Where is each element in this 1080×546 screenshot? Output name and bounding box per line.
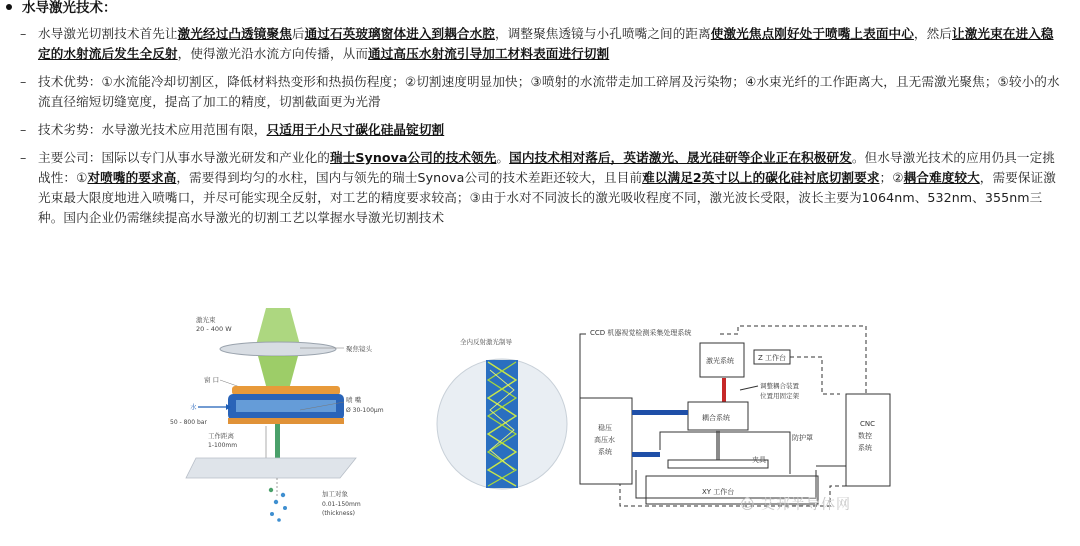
label-laser-power: 20 - 400 W	[196, 325, 232, 333]
label-work-distance: 工作距离	[208, 432, 234, 440]
figures-area	[0, 290, 1080, 546]
label-clamp: 夹具	[752, 456, 766, 464]
label-work-distance-value: 1-100mm	[208, 442, 238, 449]
label-cnc-3: 系统	[858, 444, 872, 452]
figure-water-guided-laser-diagram	[170, 308, 384, 522]
water-pipe-2	[632, 452, 660, 457]
watermark: ☺ 艾邦半导体网	[740, 497, 852, 513]
label-window: 窗 口	[204, 376, 220, 384]
label-lens: 聚焦镜头	[346, 345, 372, 353]
bullet-principle: – 水导激光切割技术首先让激光经过凸透镜聚焦后通过石英玻璃窗体进入到耦合水腔，调整聚焦透镜与小孔喷嘴之间的距离使激光焦点刚好处于喷嘴上表面中心，然后让激光束在进入稳定的水射流后发生全反射，使得激光沿水流方向传播，从而通过高压水射流引导加工材料表面进行切割	[20, 26, 1054, 61]
label-cnc-1: CNC	[860, 420, 876, 428]
label-pump-1: 稳压	[598, 424, 612, 432]
dash-icon: –	[20, 122, 27, 137]
coupling-chamber-top	[232, 386, 340, 395]
label-laser-beam: 激光束	[196, 316, 216, 324]
dash-icon: –	[20, 26, 27, 41]
label-pump-3: 系统	[598, 448, 612, 456]
label-water: 水	[190, 403, 197, 411]
label-z-stage: Z 工作台	[758, 354, 787, 362]
section-title: 水导激光技术：	[4, 0, 117, 16]
bullet-dot-icon	[6, 4, 12, 10]
label-pressure: 50 - 800 bar	[170, 419, 207, 426]
laser-beam-upper	[256, 308, 300, 345]
label-nozzle-diameter: Ø 30-100μm	[346, 407, 384, 414]
bullet-list	[20, 24, 1060, 236]
box-cnc-system	[846, 394, 890, 486]
label-adjust-2: 位置用固定架	[760, 392, 799, 400]
bullet-disadvantages: – 技术劣势：水导激光技术应用范围有限，只适用于小尺寸碳化硅晶锭切割	[20, 120, 1060, 140]
label-workpiece: 加工对象	[322, 490, 348, 498]
label-coupling-system: 耦合系统	[702, 414, 730, 422]
label-tir-caption: 全内反射激光制导	[460, 338, 512, 346]
laser-path	[722, 378, 726, 402]
dash-icon: –	[20, 150, 27, 165]
label-xy-stage: XY 工作台	[702, 488, 735, 496]
bullet-advantages: – 技术优势：①水流能冷却切割区，降低材料热变形和热损伤程度；②切割速度明显加快；③喷射的水流带走加工碎屑及污染物；④水束光纤的工作距离大，且无需激光聚焦；⑤较小的水流直径缩短切缝宽度，提高了加工的精度，切割截面更为光滑	[20, 74, 1060, 109]
figure-system-block-diagram	[576, 326, 890, 506]
label-shield: 防护罩	[792, 434, 813, 442]
focus-lens	[220, 342, 336, 356]
water-pipe-1	[632, 410, 688, 415]
workpiece	[186, 458, 356, 478]
label-cnc-2: 数控	[858, 432, 872, 440]
figure-total-internal-reflection	[437, 337, 567, 489]
label-pump-2: 高压水	[594, 436, 615, 444]
label-ccd-system: CCD 机器视觉检测采集处理系统	[590, 329, 692, 337]
label-nozzle: 喷 嘴	[346, 396, 362, 404]
bullet-companies: – 主要公司：国际以专门从事水导激光研发和产业化的瑞士Synova公司的技术领先。国内技术相对落后，英诺激光、晟光硅研等企业正在积极研发。但水导激光技术的应用仍具一定挑战性：①对喷嘴的要求高，需要得到均匀的水柱，国内与领先的瑞士Synova公司的技术差距还较大，且目前难以满足2英寸以上的碳化硅衬底切割要求；②耦合难度较大，需要保证激光束最大限度地进入喷嘴口，并尽可能实现全反射，对工艺的精度要求较高；③由于水对不同波长的激光吸收程度不同，激光波长受限，波长主要为1064nm、532nm、355nm三种。国内企业仍需继续提高水导激光的切割工艺以掌握水导激光切割技术	[20, 150, 1056, 225]
label-thickness-note: (thickness)	[322, 510, 356, 517]
wechat-icon: ☺	[740, 497, 762, 513]
label-laser-system: 激光系统	[706, 357, 734, 365]
dash-icon: –	[20, 74, 27, 89]
label-adjust-1: 调整耦合装置	[760, 382, 799, 390]
label-thickness: 0.01-150mm	[322, 501, 361, 508]
